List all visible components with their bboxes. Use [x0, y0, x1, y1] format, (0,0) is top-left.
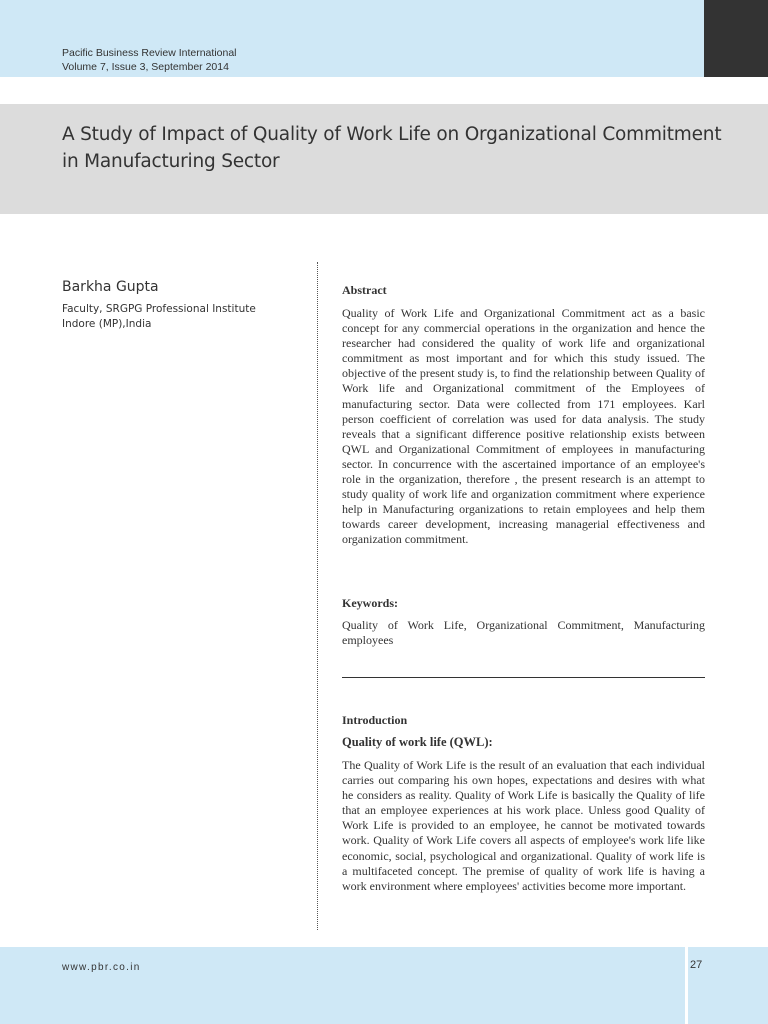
section-rule [342, 677, 705, 678]
author-name: Barkha Gupta [62, 279, 159, 295]
journal-info [62, 46, 237, 74]
keywords-heading: Keywords: [342, 596, 398, 610]
footer-url: www.pbr.co.in [62, 962, 141, 973]
footer-band [0, 947, 768, 1024]
footer-separator [685, 947, 688, 1024]
affiliation-line-1: Faculty, SRGPG Professional Institute [62, 303, 256, 315]
page-number: 27 [690, 959, 703, 971]
paper-title: A Study of Impact of Quality of Work Life on Organizational Commitment in Manufacturing Sector [62, 124, 722, 172]
column-divider [317, 262, 318, 930]
journal-name: Pacific Business Review International [62, 47, 237, 59]
abstract-text: Quality of Work Life and Organizational Commitment act as a basic concept for any commercial operations in the organization and hence the researcher had considered the quality of work life and organizational commitment as most important and for which this study issued. The objective of the present study is, to find the relationship between Quality of Work life and Organizational commitment of the Employees of manufacturing sector. Data were collected from 171 employees. Karl person coefficient of correlation was used for data analysis. The study reveals that a significant difference positive relationship exists between QWL and Organizational Commitment of employees in manufacturing sector. In concurrence with the ascertained importance of an employee's role in the organization, therefore , the present research is an attempt to study quality of work life and organization commitment where experience help in Manufacturing organizations to retain employees and help them towards career development, increasing managerial effectiveness and organization commitment. [342, 306, 705, 547]
keywords-section [342, 596, 705, 611]
journal-issue: Volume 7, Issue 3, September 2014 [62, 61, 229, 73]
qwl-subheading: Quality of work life (QWL): [342, 735, 493, 749]
introduction-text: The Quality of Work Life is the result of an evaluation that each individual carries out comparing his own hopes, expectations and desires with what he considers as reality. Quality of Work Life is basically the Quality of life that an employee experiences at his work place. Unless good Quality of Work Life is provided to an employee, he cannot be motivated towards work. Quality of Work Life covers all aspects of employee's work life like economic, social, psychological and organizational. Quality of work life is a multifaceted concept. The premise of quality of work life is having a work environment where employees' activities become more important. [342, 758, 705, 893]
header-corner-block [704, 0, 768, 77]
qwl-section [342, 735, 705, 750]
abstract-heading: Abstract [342, 283, 387, 297]
abstract-section [342, 283, 705, 298]
introduction-heading: Introduction [342, 713, 408, 727]
introduction-section [342, 713, 705, 728]
keywords-text: Quality of Work Life, Organizational Commitment, Manufacturing employees [342, 618, 705, 648]
affiliation-line-2: Indore (MP),India [62, 318, 152, 330]
author-affiliation [62, 302, 256, 332]
